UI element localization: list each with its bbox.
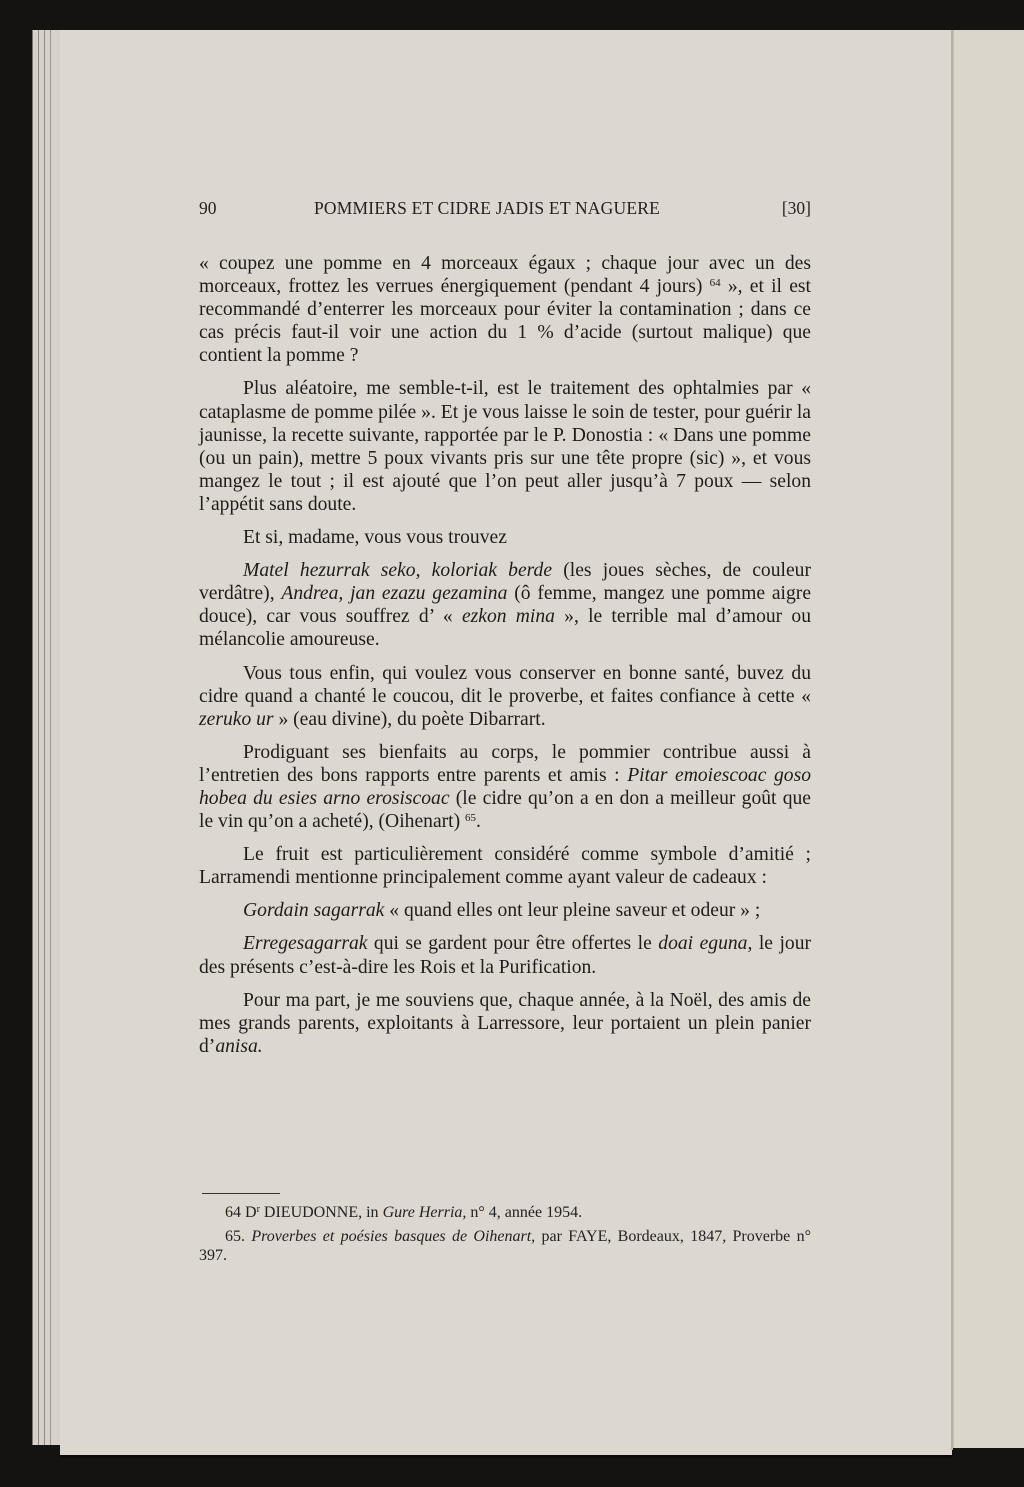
text-run: le jour des présents c’est-à-dire les Rois et la Purification. — [199, 933, 812, 978]
text-run: Vous tous enfin, qui voulez vous conserver en bonne santé, buvez du cidre quand a chanté le coucou, dit le proverbe, et faites confiance à cette « — [199, 662, 811, 707]
italic-text: Gure Herria, — [382, 1204, 467, 1221]
italic-text: Matel hezurrak seko, koloriak berde — [243, 560, 553, 582]
paragraph — [199, 252, 811, 367]
paragraph — [199, 526, 811, 549]
footnote-ref: r — [256, 1204, 260, 1215]
italic-text: Proverbes et poésies basques de Oihenart, — [251, 1228, 536, 1245]
running-title: POMMIERS ET CIDRE JADIS ET NAGUERE — [314, 198, 660, 218]
text-run: Prodiguant ses bienfaits au corps, le pommier contribue aussi à l’entretien des bons rapports entre parents et amis : — [199, 741, 811, 786]
text-run: « quand elles ont leur pleine saveur et odeur » ; — [384, 900, 761, 922]
paragraph — [199, 932, 811, 978]
text-run: 65. — [225, 1228, 252, 1245]
italic-text: Gordain sagarrak — [243, 900, 385, 922]
paragraph — [199, 741, 811, 833]
text-run: 64 D — [225, 1204, 257, 1221]
text-run: (ô femme, mangez une pomme aigre douce), car vous souffrez d’ « — [199, 583, 812, 628]
paragraph — [199, 662, 811, 731]
paragraph — [199, 559, 811, 651]
text-run: Et si, madame, vous vous trouvez — [243, 527, 507, 549]
paragraph — [199, 899, 811, 922]
text-run: » (eau divine), du poète Dibarrart. — [273, 708, 546, 730]
paragraph — [199, 377, 811, 516]
italic-text: Erregesagarrak — [243, 933, 368, 955]
footnote-separator — [202, 1193, 280, 1194]
page-number: 90 — [199, 198, 217, 218]
text-run: Pour ma part, je me souviens que, chaque année, à la Noël, des amis de mes grands parents, exploitants à Larressore, leur portaient un plein panier d’ — [199, 989, 811, 1057]
paragraph — [199, 989, 811, 1058]
italic-text: ezkon mina — [461, 606, 555, 628]
text-run: », et il est recommandé d’enterrer les morceaux pour éviter la contamination ; dans ce cas précis faut-il voir une action du 1 % d’acide (surtout malique) que contient la pomme ? — [199, 276, 811, 367]
running-header — [199, 198, 811, 226]
footnotes — [199, 1203, 811, 1270]
text-run: qui se gardent pour être offertes le — [367, 933, 659, 955]
text-run: », le terrible mal d’amour ou mélancolie amoureuse. — [199, 606, 811, 651]
text-run: (le cidre qu’on a en don a meilleur goût que le vin qu’on a acheté), (Oihenart) — [199, 787, 811, 833]
text-run: . — [476, 811, 481, 833]
text-run: Plus aléatoire, me semble-t-il, est le traitement des ophtalmies par « cataplasme de pomme pilée ». Et je vous laisse le soin de tester, pour guérir la jaunisse, la recette suivante, rapportée par le P. Donostia : « Dans une pomme (ou un pain), mettre 5 poux vivants pris sur une tête propre (sic) », et vous mangez le tout ; il est ajouté que l’on peut aller jusqu’à 7 poux — selon l’appétit sans doute. — [199, 378, 811, 515]
italic-text: Andrea, jan ezazu gezamina — [281, 583, 508, 605]
footnote — [199, 1203, 811, 1222]
text-run: n° 4, année 1954. — [466, 1204, 583, 1221]
text-run: DIEUDONNE, in — [259, 1204, 383, 1221]
body-text — [199, 252, 811, 1068]
italic-text: zeruko ur — [199, 708, 274, 730]
text-run: par FAYE, Bordeaux, 1847, Proverbe n° 397. — [199, 1228, 812, 1264]
facing-page-edge — [953, 30, 1024, 1448]
italic-text: doai eguna, — [658, 933, 753, 955]
footnote-ref: 64 — [709, 277, 721, 290]
text-run: (les joues sèches, de couleur verdâtre), — [199, 560, 811, 605]
italic-text: Pitar emoiescoac goso hobea du esies arno erosiscoac — [199, 764, 811, 809]
footnote — [199, 1227, 811, 1265]
footnote-ref: 65 — [465, 812, 477, 825]
section-number: [30] — [781, 198, 811, 218]
italic-text: anisa. — [215, 1035, 263, 1057]
text-run: « coupez une pomme en 4 morceaux égaux ; chaque jour avec un des morceaux, frottez les verrues énergiquement (pendant 4 jours) — [199, 253, 811, 298]
text-run: Le fruit est particulièrement considéré comme symbole d’amitié ; Larramendi mentionne principalement comme ayant valeur de cadeaux : — [199, 844, 811, 889]
paragraph — [199, 843, 811, 889]
